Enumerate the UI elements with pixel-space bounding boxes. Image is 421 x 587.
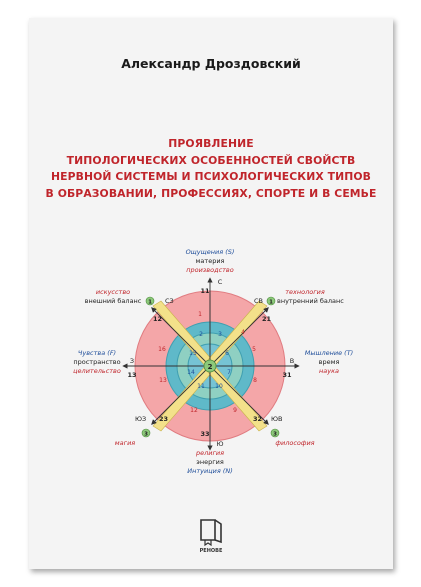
bottom-dir: Ю (216, 440, 224, 448)
author-name: Александр Дроздовский (121, 56, 301, 71)
book-cover (29, 18, 393, 569)
typology-diagram (29, 18, 393, 569)
ne-num: 21 (262, 315, 272, 323)
inner-number: 11 (197, 383, 205, 390)
outer-number: 1 (198, 311, 202, 318)
publisher-name: РЕНОВЕ (199, 548, 223, 554)
se-dir: ЮВ (271, 415, 283, 423)
ne-word: внутренний баланс (277, 297, 344, 305)
inner-number: 10 (215, 383, 223, 390)
se-badge-number: 3 (273, 431, 277, 438)
title-line: НЕРВНОЙ СИСТЕМЫ И ПСИХОЛОГИЧЕСКИХ ТИПОВ (51, 170, 371, 183)
inner-number: 6 (225, 350, 229, 357)
bottom-domain: религия (195, 449, 225, 457)
publisher-logo (195, 518, 227, 554)
sw-num: 23 (159, 415, 169, 423)
right-dir: В (289, 357, 295, 365)
outer-number: 13 (159, 377, 167, 384)
outer-number: 5 (252, 346, 256, 353)
ne-badge-number: 1 (269, 299, 273, 306)
outer-number: 16 (158, 346, 166, 353)
se-num: 32 (253, 415, 263, 423)
bottom-word: энергия (196, 458, 224, 466)
top-domain: производство (186, 266, 234, 274)
left-word: пространство (73, 358, 121, 366)
title-line: В ОБРАЗОВАНИИ, ПРОФЕССИЯХ, СПОРТЕ И В СЕМЬЕ (45, 186, 377, 200)
ne-domain: технология (285, 288, 325, 296)
right-word: время (318, 358, 340, 366)
top-num: 11 (200, 287, 210, 295)
nw-badge-number: 1 (148, 299, 152, 306)
center-number: 2 (207, 363, 213, 371)
nw-num: 12 (153, 315, 163, 323)
top-function: Ощущения (S) (185, 248, 235, 256)
inner-number: 3 (218, 331, 222, 338)
inner-number: 15 (189, 350, 197, 357)
outer-number: 9 (233, 407, 237, 414)
title-line: ПРОЯВЛЕНИЕ (168, 137, 254, 150)
book-icon (195, 518, 227, 554)
inner-number: 2 (199, 331, 203, 338)
title-line: ТИПОЛОГИЧЕСКИХ ОСОБЕННОСТЕЙ СВОЙСТВ (66, 153, 356, 167)
nw-dir: СЗ (165, 297, 174, 305)
bottom-num: 33 (200, 430, 210, 438)
nw-domain: искусство (95, 288, 131, 296)
nw-word: внешний баланс (84, 297, 142, 305)
left-domain: целительство (73, 367, 121, 375)
left-num: 13 (127, 371, 137, 379)
bottom-function: Интуиция (N) (187, 467, 233, 475)
outer-number: 12 (190, 407, 198, 414)
se-domain: философия (275, 439, 315, 447)
inner-number: 7 (227, 369, 231, 376)
left-dir: З (129, 357, 135, 365)
sw-domain: магия (114, 439, 136, 447)
sw-dir: ЮЗ (135, 415, 147, 423)
outer-number: 8 (253, 377, 257, 384)
top-word: материя (195, 257, 225, 265)
left-function: Чувства (F) (77, 349, 117, 357)
outer-number: 4 (241, 329, 245, 336)
ne-dir: СВ (254, 297, 263, 305)
right-domain: наука (319, 367, 339, 375)
top-dir: С (217, 278, 223, 286)
right-num: 31 (282, 371, 292, 379)
inner-number: 14 (187, 369, 195, 376)
right-function: Мышление (T) (304, 349, 354, 357)
sw-badge-number: 3 (144, 431, 148, 438)
